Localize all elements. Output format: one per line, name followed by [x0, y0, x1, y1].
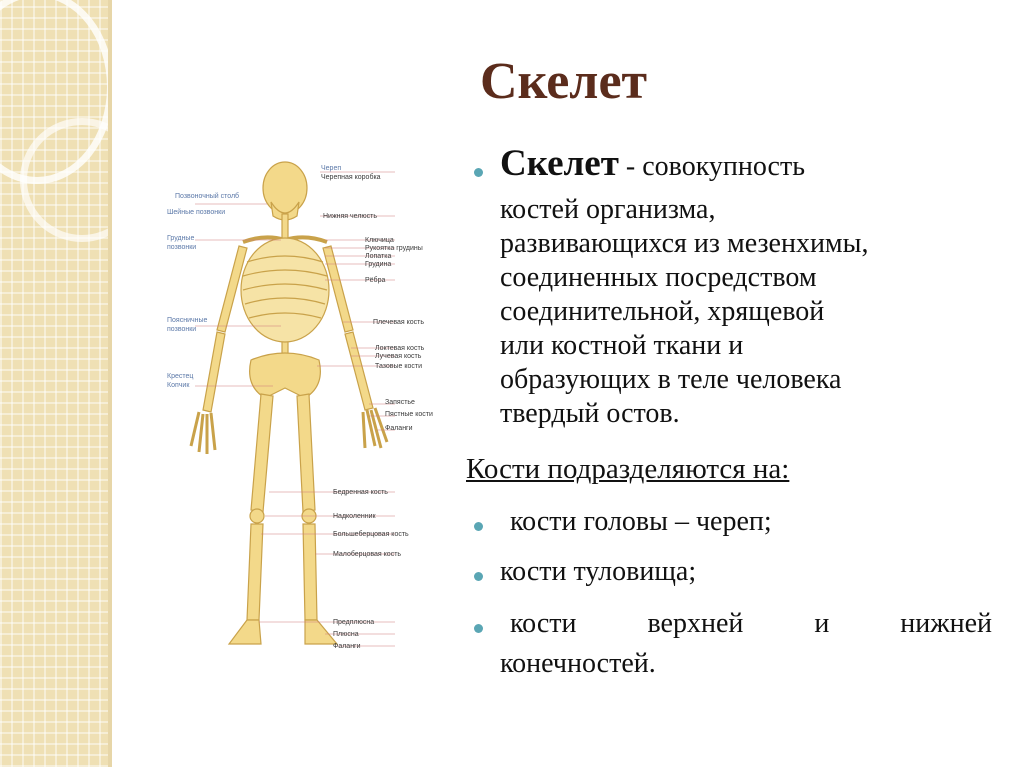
definition-rest: - совокупность: [618, 151, 805, 182]
figure-label: Рёбра: [365, 277, 386, 284]
strip-edge: [108, 0, 112, 767]
figure-label: Пястные кости: [385, 411, 433, 418]
list-item-continuation: конечностей.: [500, 648, 656, 679]
figure-label: Копчик: [167, 382, 190, 389]
foot-left: [229, 620, 261, 644]
figure-label: Позвоночный столб: [175, 193, 240, 200]
figure-label: позвонки: [167, 326, 197, 333]
list-item: кости туловища;: [500, 556, 697, 587]
hand-left: [191, 412, 215, 454]
figure-label: Череп: [321, 165, 342, 172]
hand-right: [363, 408, 387, 448]
figure-label: Плюсна: [333, 631, 359, 638]
figure-label: Предплюсна: [333, 619, 375, 626]
figure-label: Шейные позвонки: [167, 209, 226, 216]
definition-line: соединительной, хрящевой: [500, 296, 825, 327]
femur-right: [297, 394, 315, 512]
definition-term: Скелет: [500, 143, 619, 184]
figure-label: Фаланги: [385, 425, 413, 432]
definition-line: твердый остов.: [500, 398, 680, 429]
skeleton-diagram: [155, 150, 437, 670]
figure-label: Запястье: [385, 399, 415, 406]
definition-line: развивающихся из мезенхимы,: [500, 228, 869, 259]
figure-label: Грудина: [365, 261, 392, 268]
definition-line: соединенных посредством: [500, 262, 817, 293]
skeleton-bones: [191, 162, 387, 644]
figure-label: Поясничные: [167, 317, 208, 324]
figure-label: Нижняя челюсть: [323, 213, 378, 220]
bullet-icon: [474, 572, 483, 581]
forearm-right: [345, 332, 373, 410]
pelvis: [250, 353, 321, 398]
figure-label: Лопатка: [365, 253, 392, 260]
definition-line: или костной ткани и: [500, 330, 744, 361]
forearm-left: [203, 332, 225, 412]
figure-label: Фаланги: [333, 643, 361, 650]
figure-label: Ключица: [365, 237, 394, 244]
figure-label: Рукоятка грудины: [365, 245, 423, 252]
bullet-icon: [474, 522, 483, 531]
figure-label: Малоберцовая кость: [333, 551, 402, 558]
bullet-icon: [474, 624, 483, 633]
tibia-left: [247, 524, 263, 620]
skeleton-svg: [155, 150, 437, 670]
patella-left: [250, 509, 264, 523]
figure-label: Черепная коробка: [321, 174, 381, 181]
decorative-side-strip: [0, 0, 112, 767]
figure-label: Плечевая кость: [373, 319, 424, 326]
figure-label: Большеберцовая кость: [333, 531, 409, 538]
figure-label: Локтевая кость: [375, 345, 425, 352]
figure-label: Лучевая кость: [375, 353, 422, 360]
femur-left: [251, 394, 273, 512]
bullet-icon: [474, 168, 483, 177]
figure-label: Надколенник: [333, 513, 376, 520]
tibia-right: [303, 524, 317, 620]
subheading: Кости подразделяются на:: [466, 453, 790, 485]
figure-label: Тазовые кости: [375, 363, 423, 370]
figure-label: Крестец: [167, 373, 194, 380]
list-item: кости верхней и нижней: [510, 608, 992, 639]
slide-title: Скелет: [480, 53, 648, 110]
figure-label: Грудные: [167, 235, 195, 242]
figure-label: Бедренная кость: [333, 489, 388, 496]
definition-line-1: [500, 143, 805, 184]
figure-label: позвонки: [167, 244, 197, 251]
definition-line: образующих в теле человека: [500, 364, 842, 395]
skull: [263, 162, 307, 214]
definition-line: костей организма,: [500, 194, 716, 225]
ribcage: [241, 238, 329, 342]
list-item: кости головы – череп;: [510, 506, 772, 537]
